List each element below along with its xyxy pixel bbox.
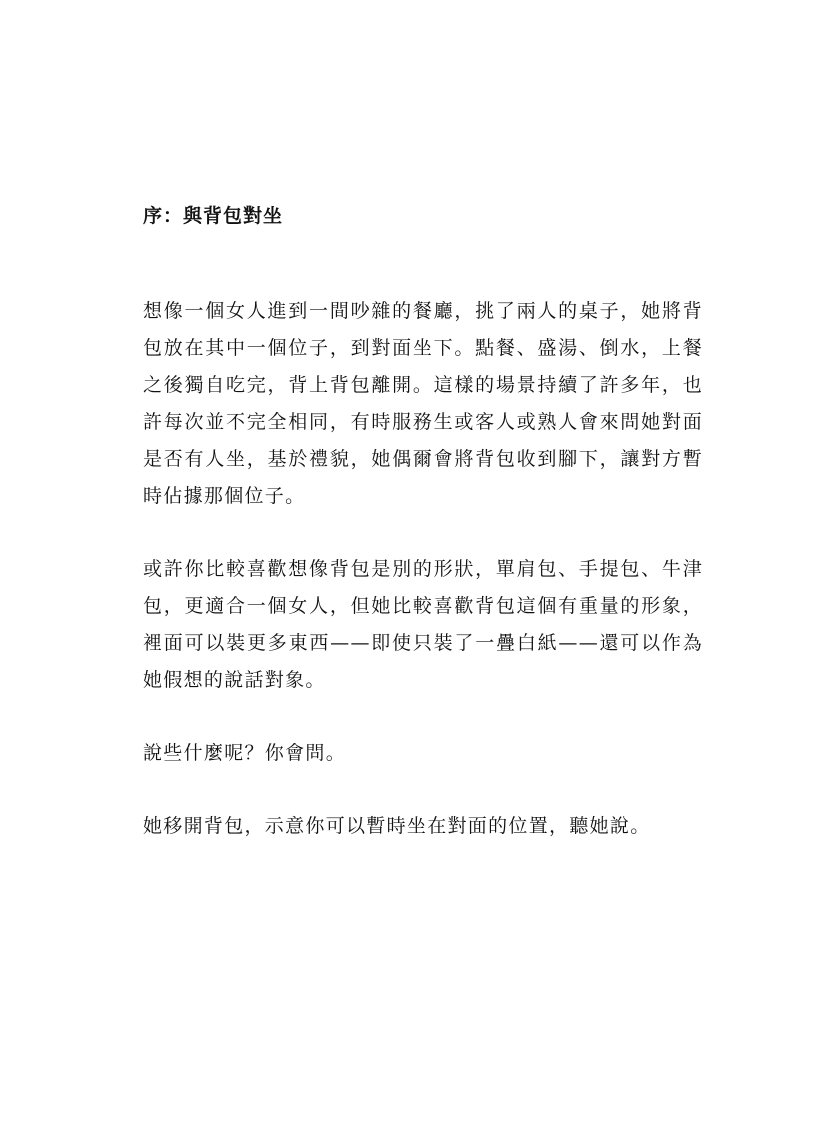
- spacer: [143, 772, 703, 808]
- spacer: [143, 515, 703, 551]
- spacer: [143, 233, 703, 293]
- document-body: [143, 199, 703, 845]
- paragraph-3: 說些什麼呢？你會問。: [143, 742, 347, 764]
- paragraph-2: 或許你比較喜歡想像背包是別的形狀，單肩包、手提包、牛津包，更適合一個女人，但她比較喜歡背包這個有重量的形象，裡面可以裝更多東西——即使只裝了一疊白紙——還可以作為她假想的說話對象。: [143, 558, 703, 691]
- spacer: [143, 699, 703, 735]
- paragraph-4: 她移開背包，示意你可以暫時坐在對面的位置，聽她說。: [143, 815, 651, 837]
- paragraph-1: 想像一個女人進到一間吵雜的餐廳，挑了兩人的桌子，她將背包放在其中一個位子，到對面坐下。點餐、盛湯、倒水，上餐之後獨自吃完，背上背包離開。這樣的場景持續了許多年，也許每次並不完全相同，有時服務生或客人或熟人會來問她對面是否有人坐，基於禮貌，她偶爾會將背包收到腳下，讓對方暫時佔據那個位子。: [143, 300, 703, 507]
- chapter-title: 序：與背包對坐: [143, 205, 284, 227]
